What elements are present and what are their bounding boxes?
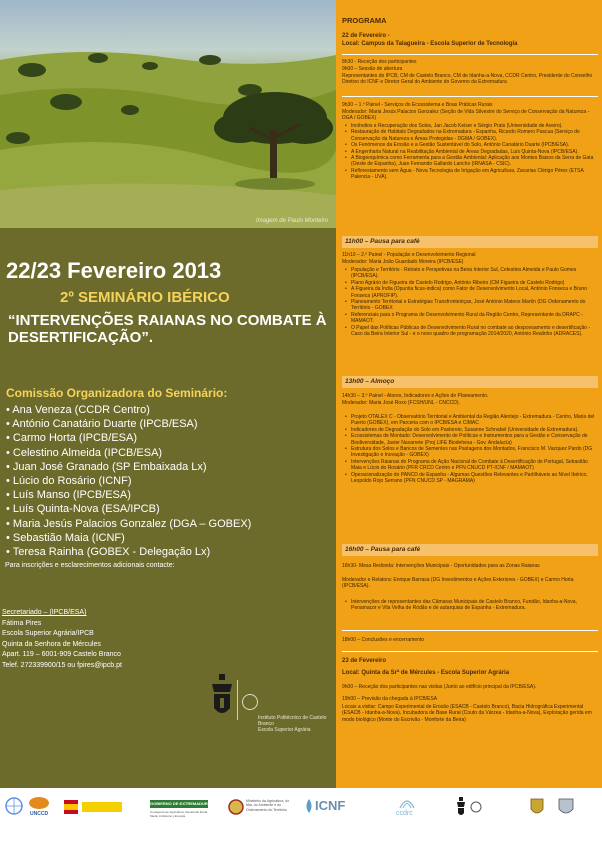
list-item: • Projeto OTALEX C - Observatório Territorial e Ambiental da Região Alentejo - Extremadura - Centro, Maria del Puerto (GOBEX), em Parceria com o IPCB/ESA e CIMAC: [345, 414, 597, 427]
committee-member: • Teresa Rainha (GOBEX - Delegação Lx): [6, 545, 211, 558]
logo-divider: [237, 680, 238, 720]
day2-visits: Locais a visitar: Campo Experimental de Erosão (ESACB - Castelo Branco), Bacia Hidrográfica Experimental (ESACB - Idanha-a-Nova), Incubadora de Base Rural (Couto da Várzea - Idanha-a-Nova), Exploração gerida em modo biológico (Monte do Escrivão - Monforte da Beira): [342, 704, 592, 723]
program-panel: [336, 0, 602, 788]
list-item: • Reflorestamento sem Água - Nova Tecnologia de Irrigação em Agricultura, Zacarias Clérigo Pérez (ETSA Palencia - UVA).: [345, 168, 597, 181]
contact-name: Fátima Pires: [2, 619, 42, 627]
list-item: • A Engenharia Natural na Reabilitação Ambiental de Áreas Degradadas, Luís Quinta-Nova (IPCB/ESA).: [345, 149, 597, 155]
event-dates: 22/23 Fevereiro 2013: [6, 258, 222, 283]
esa-logo-icon: [242, 694, 258, 710]
list-item: • A Figueira da Índia (Opuntia ficus-indica) como Fator de Desenvolvimento Local, António Fonseca e Bruno Fonseca (APROFIP).: [345, 286, 597, 299]
list-item: • Planeamento Territorial e Estratégias Transfronteiriças, José António Mateos Martín (DG Ordenamento do Território - GOBEX: [345, 299, 597, 312]
cm-coat-of-arms-icon: [530, 797, 544, 817]
panel2-list: [345, 267, 597, 337]
program-title: PROGRAMA: [342, 16, 387, 25]
committee-member: • Sebastião Maia (ICNF): [6, 531, 125, 544]
list-item: • População e Território - Retrato e Perspetivas na Beira Interior Sul, Celestino Almeida e Paulo Gomes (IPCB/ESA).: [345, 267, 597, 280]
panel3-moderator: Moderador: Maria José Roxo (FCSH/UNL - CNCCD).: [342, 400, 460, 406]
un-logo-icon: [4, 796, 24, 816]
list-item: • Os Fenómenos da Erosão e a Gestão Sustentável do Solo, António Canatário Duarte (IPCB/ESA).: [345, 142, 597, 148]
unccd-logo-icon: [28, 796, 50, 810]
contact-phone-email[interactable]: Telef. 272339900/15 ou fpires@ipcb.pt: [2, 661, 122, 669]
institution-name: Instituto Politécnico de Castelo Branco Escola Superior Agrária: [258, 715, 327, 733]
contact-address: Apart. 119 – 6001-909 Castelo Branco: [2, 651, 121, 658]
reception: 8h30 - Receção dos participantes: [342, 59, 417, 65]
ccdrc-label: ccdrc: [396, 810, 413, 817]
day1-date: 22 de Fevereiro -: [342, 33, 390, 39]
seminar-title: 2º SEMINÁRIO IBÉRICO: [60, 289, 230, 306]
panel3-list: [345, 414, 597, 484]
opening-representatives: Representantes do IPCB, CM de Castelo Branco, CM de Idanha-a-Nova, CCDR Centro, Presidente do Conselho Diretivo do ICNF e Diretor Geral do Ambiente do Governo da Extremadura: [342, 73, 593, 86]
day2-return: 19h00 – Previsão da chegada à IPCB/ESA: [342, 696, 438, 702]
lunch: 13h00 – Almoço: [345, 378, 395, 385]
contact-intro: Para inscrições e esclarecimentos adicionais contacte:: [5, 562, 175, 569]
list-item: • Estrutura dos Solos e Bancos de Sementes nas Pastagens dos Montados, Francisco M. Vazquez Pardo (DG Investigação e Inovação - GOBEX): [345, 446, 597, 459]
committee-member: • Luís Quinta-Nova (ESA/IPCB): [6, 503, 160, 516]
closing: 18h00 – Conclusões e encerramento: [342, 637, 424, 643]
panel2-title: 11h10 – 2.º Painel - População e Desenvolvimento Regional: [342, 252, 476, 258]
esa-small-logo-icon: [470, 801, 482, 813]
committee-list: [6, 403, 251, 559]
list-item: • O Papel das Políticas Públicas de Desenvolvimento Rural no combate ao despovoamento e desertificação - Caso da Beira Interior Sul - e o novo quadro de programação 2014/2020, António Realinho (ADRACES).: [345, 325, 597, 338]
divider: [342, 630, 598, 631]
gobex-subtitle: Consejería de Agricultura, Desarrollo Rural, Medio Ambiente y Energía: [150, 810, 208, 818]
coffee-break-1: 11h00 – Pausa para café: [345, 238, 420, 245]
contact-block: [2, 608, 122, 671]
day2-reception: 9h00 – Receção dos participantes nas visitas (Junto ao edifício principal da IPCB/ESA).: [342, 684, 537, 690]
divider: [342, 96, 598, 97]
ipcb-small-logo-icon: [456, 797, 466, 817]
day2-date: 23 de Fevereiro: [342, 658, 387, 664]
list-item: • Indicadores de Degradação do Solo em Pastoreio, Susanne Schnabel (Universidade de Extremadura).: [345, 427, 597, 433]
photo-credit: Imagem de Paulo Monteiro: [255, 218, 328, 224]
contact-farm: Quinta da Senhora de Mércules: [2, 640, 101, 648]
list-item: • Plano Agrário de Figueira de Castelo Rodrigo, António Ribeiro (CM Figueira de Castelo Rodrigo): [345, 280, 597, 286]
list-item: • Referenciais para o Programa de Desenvolvimento Rural da Região Centro, Representante da DRAPC - MAMAOT.: [345, 312, 597, 325]
ipcb-logo-icon: [210, 674, 234, 722]
unccd-label: UNCCD: [30, 811, 49, 817]
committee-member: • Ana Veneza (CCDR Centro): [6, 404, 150, 416]
committee-member: • Carmo Horta (IPCB/ESA): [6, 432, 137, 445]
panel1-list: [345, 123, 597, 181]
list-item: • Intervenções Raianas do Programa de Ação Nacional de Combate à Desertificação de Portugal, Sebastião Maia e Lúcio do Rosário (PFR CRCD Centro e PFN CNUCD PT-ICNF / MAMAOT): [345, 459, 597, 472]
committee-member: • Luís Manso (IPCB/ESA): [6, 489, 131, 502]
icnf-label: ICNF: [315, 798, 346, 813]
portugal-coat-of-arms-icon: [228, 798, 244, 816]
cm-idanha-coat-of-arms-icon: [558, 797, 574, 817]
coffee-break-2: 16h00 – Pausa para café: [345, 546, 421, 553]
day2-location: Local: Quinta da Srª de Mércules - Escola Superior Agrária: [342, 670, 510, 676]
committee-member: • Maria Jesús Palacios Gonzalez (DGA – GOBEX): [6, 517, 252, 530]
committee-member: • António Canatário Duarte (IPCB/ESA): [6, 418, 198, 431]
committee-title: Comissão Organizadora do Seminário:: [6, 386, 228, 400]
partner-logos-footer: [0, 788, 602, 850]
roundtable-list: [345, 599, 597, 612]
roundtable-moderator: Moderador e Relatora: Enrique Barrasa (DG Investimentos e Ações Exteriores - GOBEX) e Carmo Horta (IPCB/ESA).: [342, 577, 574, 590]
icnf-leaf-icon: [304, 799, 314, 813]
day1-location: Local: Campus da Talagueira - Escola Superior de Tecnologia: [342, 41, 518, 47]
coffee-break-band: [342, 236, 598, 248]
divider: [342, 651, 598, 652]
secretariat-heading: Secretariado – (IPCB/ESA): [2, 609, 87, 616]
list-item: • Intervenções de representantes das Câmaras Municipais de Castelo Branco, Fundão, Idanha-a-Nova, Penamacor e Vila Velha de Ródão e de autarquias de Espanha - Extremadura.: [345, 599, 597, 612]
list-item: • Incêndios e Recuperação dos Solos, Jan Jacob Keiser e Sérgio Prats (Universidade de Aveiro).: [345, 123, 597, 129]
divider: [342, 54, 598, 55]
list-item: • Operacionalização do PANCD de Espanha - Algumas Questões Relevantes e Partilháveis ao Nível Ibérico, Leopoldo Rojo Serrano (PFN CNUCD SP - MAGRAMA): [345, 472, 597, 485]
panel3-title: 14h30 – 3.º Painel - Atores, Indicadores e Ações de Planeamento.: [342, 393, 489, 399]
coffee-break-band: [342, 544, 598, 556]
panel2-moderator: Moderador: Maria João Guardado Moreira (IPCB/ESE): [342, 259, 464, 265]
panel1-title: 9h30 – 1.º Painel - Serviços do Ecossistema e Boas Práticas Rurais: [342, 102, 493, 108]
committee-member: • Lúcio do Rosário (ICNF): [6, 474, 132, 487]
spain-government-logo-icon: [64, 800, 124, 814]
gobex-label: GOBIERNO DE EXTREMADURA: [150, 801, 211, 806]
ministry-label: Ministério da Agricultura, do Mar, do Ambiente e do Ordenamento do Território: [246, 799, 290, 812]
lunch-band: [342, 376, 598, 388]
list-item: • Restauração de Habitats Degradados na Extremadura - Espanha, Ricardo Romero Pascua (Serviço de Conservação da Natureza e Áreas Protegidas - DGMA / GOBEX).: [345, 129, 597, 142]
montado-landscape-illustration: [0, 0, 336, 228]
committee-member: • Juan José Granado (SP Embaixada Lx): [6, 460, 207, 473]
opening-session: 9h00 – Sessão de abertura: [342, 66, 403, 72]
seminar-theme: “INTERVENÇÕES RAIANAS NO COMBATE À DESERTIFICAÇÃO”.: [8, 312, 327, 346]
contact-school: Escola Superior Agrária/IPCB: [2, 630, 94, 637]
landscape-photo: [0, 0, 336, 228]
committee-member: • Celestino Almeida (IPCB/ESA): [6, 446, 163, 459]
roundtable-title: 16h30- Mesa Redonda: Intervenções Municipais - Oportunidades para as Zonas Raianas: [342, 563, 540, 569]
list-item: • Ecossistemas de Montado: Desenvolvimento de Políticas e Instrumentos para a Gestão e Conservação de Biodiversidade, Javier Navarrete (Proj LIFE Biodehesa - Gov. Andalucía): [345, 433, 597, 446]
panel1-moderator: Moderador: Maria Jesús Palacios Gonzalez (Seção de Vida Silvestre do Serviço de Conservação da Natureza - DGA / GOBEX): [342, 109, 590, 122]
list-item: • A Biogeoquímica como Ferramenta para a Gestão Ambiental: Aplicação aos Montes Baixos da Serra de Gata (Oeste de Espanha), Juan Fernando Gallardo Lancho (IRNASA - CSIC).: [345, 155, 597, 168]
